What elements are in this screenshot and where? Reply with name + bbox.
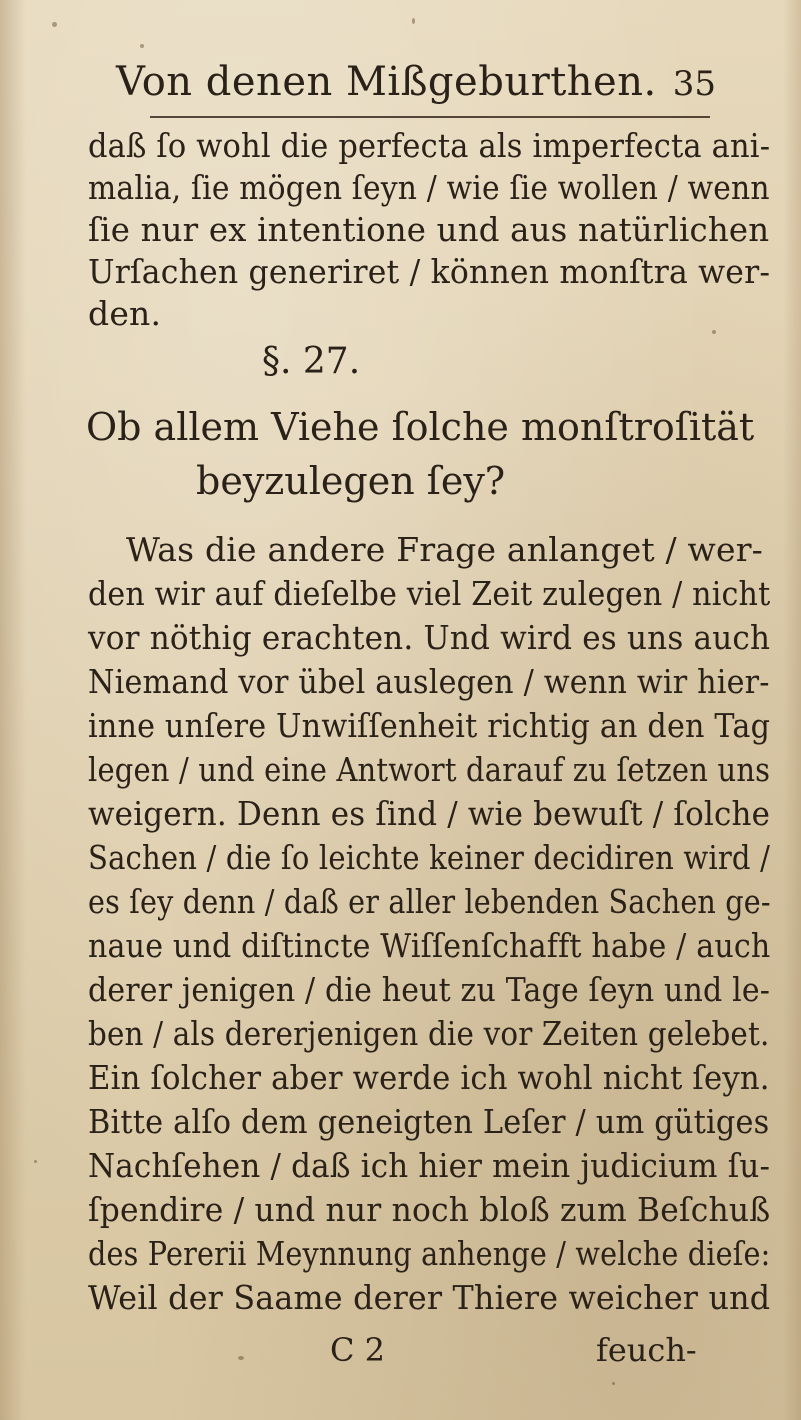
text-line: es ſey denn / daß er aller lebenden Sachen ge- <box>88 882 771 921</box>
signature-mark: C 2 <box>330 1331 386 1369</box>
text-line: Nachſehen / daß ich hier mein judicium ſu- <box>88 1146 771 1185</box>
text-line: ben / als dererjenigen die vor Zeiten gelebet. <box>88 1014 770 1053</box>
paper-speck <box>412 18 415 24</box>
catchword: feuch- <box>596 1331 697 1369</box>
section-heading: beyzulegen ſey? <box>196 459 506 503</box>
text-line: inne unſere Unwiſſenheit richtig an den Tag <box>88 706 771 745</box>
paper-speck <box>612 1382 615 1385</box>
page-edge-left <box>0 0 26 1420</box>
text-line: Niemand vor übel auslegen / wenn wir hier- <box>88 662 770 701</box>
text-line: malia, ſie mögen ſeyn / wie ſie wollen / wenn <box>88 168 770 207</box>
text-line: legen / und eine Antwort darauf zu ſetzen uns <box>88 750 771 789</box>
section-heading: Ob allem Viehe ſolche monſtroſität <box>86 405 755 449</box>
header-rule <box>150 116 710 118</box>
text-line: vor nöthig erachten. Und wird es uns auch <box>88 618 771 657</box>
section-number: §. 27. <box>262 341 361 382</box>
page-edge-right <box>783 0 801 1420</box>
text-line: ſie nur ex intentione und aus natürlichen <box>88 210 770 249</box>
page-header <box>116 58 716 112</box>
page-number: 35 <box>672 64 716 104</box>
text-line: Was die andere Frage anlanget / wer- <box>126 530 764 569</box>
text-line: Bitte alſo dem geneigten Leſer / um gütiges <box>88 1102 770 1141</box>
text-line: den. <box>88 294 162 333</box>
text-line: daß ſo wohl die perfecta als imperfecta ani- <box>88 126 771 165</box>
text-line: ſpendire / und nur noch bloß zum Beſchuß <box>88 1190 771 1229</box>
text-line: weigern. Denn es ſind / wie bewuſt / ſolche <box>88 794 771 833</box>
text-line: Urſachen generiret / können monſtra wer- <box>88 252 771 291</box>
text-line: Ein ſolcher aber werde ich wohl nicht ſeyn. <box>88 1058 770 1097</box>
paper-speck <box>52 22 57 27</box>
paper-speck <box>238 1356 244 1360</box>
paper-speck <box>712 330 716 334</box>
text-line: derer jenigen / die heut zu Tage ſeyn und le- <box>88 970 771 1009</box>
text-line: Weil der Saame derer Thiere weicher und <box>88 1278 771 1317</box>
text-line: Sachen / die ſo leichte keiner decidiren wird / <box>88 838 771 877</box>
text-line: den wir auf dieſelbe viel Zeit zulegen / nicht <box>88 574 771 613</box>
text-line: des Pererii Meynnung anhenge / welche dieſe: <box>88 1234 771 1273</box>
paper-speck <box>34 1160 37 1163</box>
paper-speck <box>140 44 144 48</box>
running-title: Von denen Mißgeburthen. <box>116 59 657 105</box>
text-line: naue und diſtincte Wiſſenſchafft habe / auch <box>88 926 771 965</box>
